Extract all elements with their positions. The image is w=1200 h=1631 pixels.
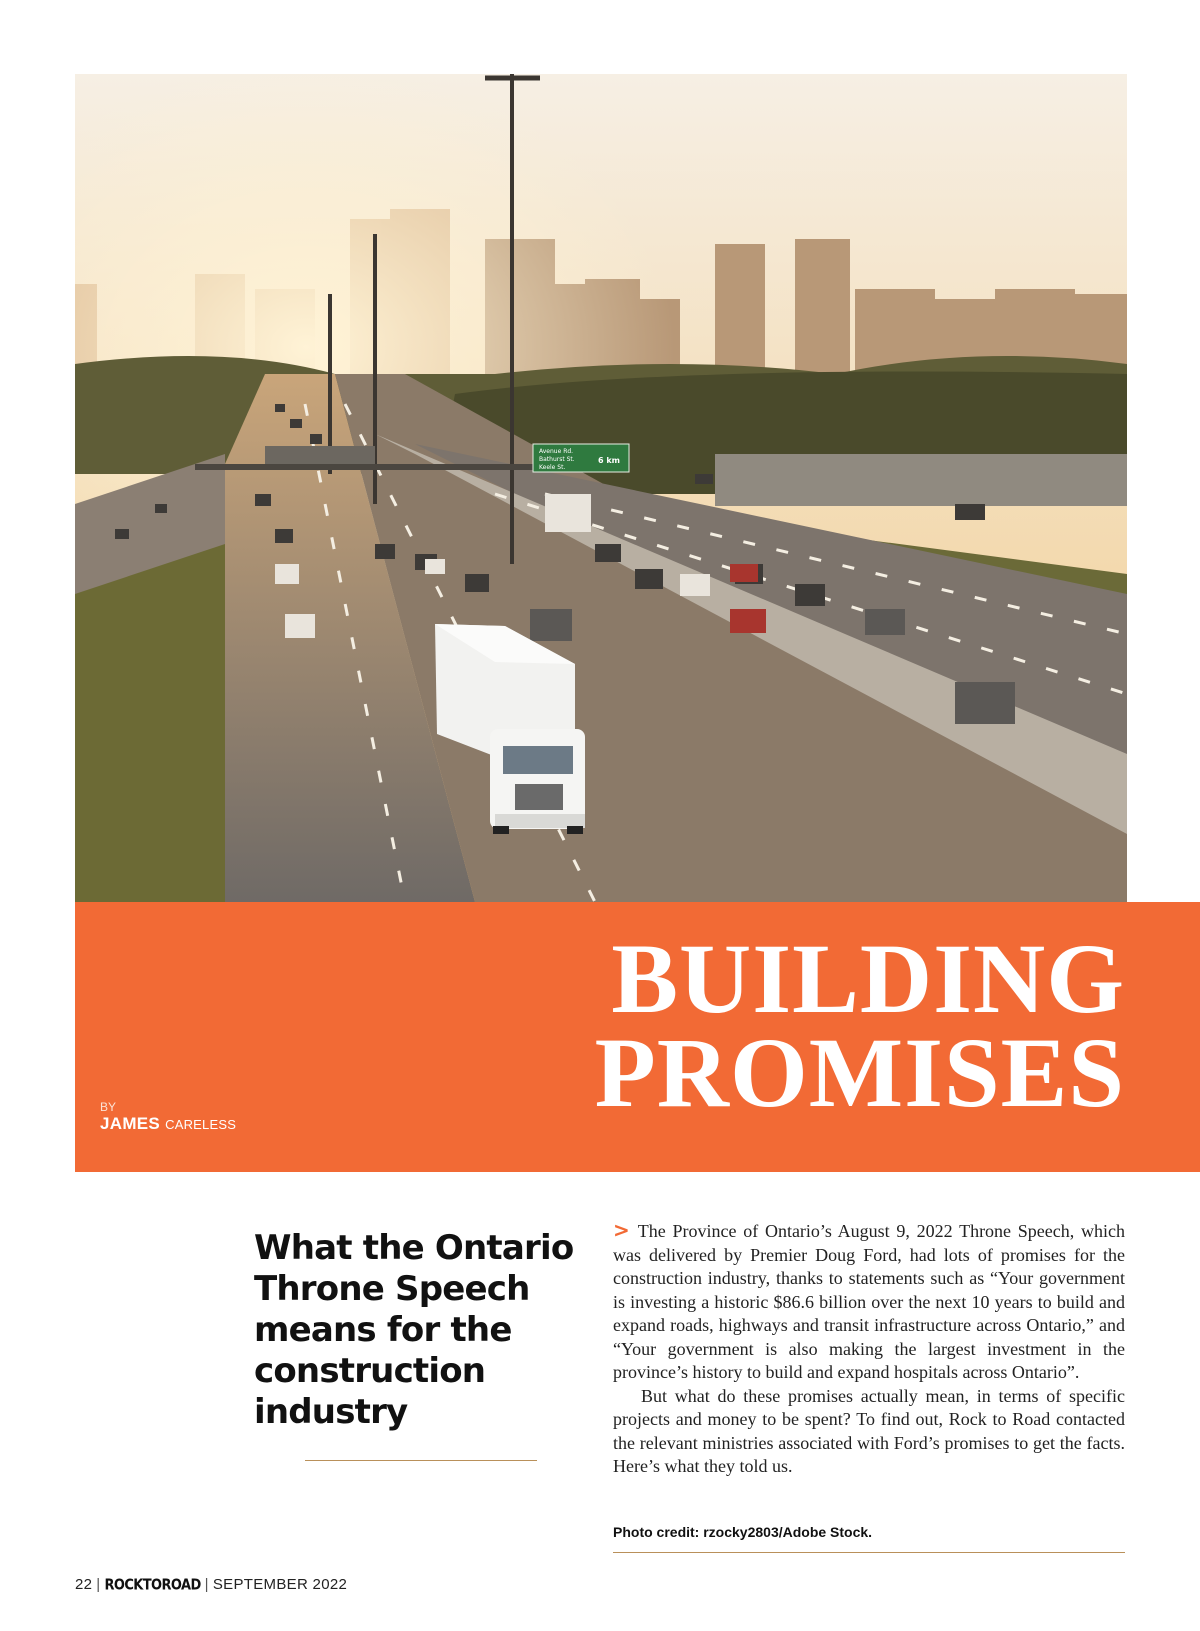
article-body [613,1219,1125,1479]
footer-separator: | [204,1576,209,1593]
sign-line-2: Bathurst St. [539,456,575,463]
page-number: 22 [75,1576,93,1593]
byline-first-name: JAMES [100,1114,161,1133]
issue-date: SEPTEMBER 2022 [212,1576,348,1593]
chevron-right-icon: > [613,1218,630,1242]
body-paragraph-2: But what do these promises actually mean, in terms of specific projects and money to be spent? To find out, Rock to Road contacted the relevant ministries associated with Ford’s promises to get the facts. Here’s what they told us. [613,1385,1125,1476]
subhead-divider [305,1460,537,1461]
paragraph-1-text: The Province of Ontario’s August 9, 2022 Throne Speech, which was delivered by Premier Doug Ford, had lots of promises for the construction industry, thanks to statements such as “Your government is investing a historic $86.6 billion over the next 10 years to build and expand roads, highways and transit infrastructure across Ontario,” and “Your government is also making the largest investment in the province’s history to build and expand hospitals across Ontario”. [613,1221,1125,1382]
photo-credit: Photo credit: rzocky2803/Adobe Stock. [613,1524,873,1540]
highway-photo [75,74,1127,902]
byline-author [100,1114,236,1134]
subhead: What the Ontario Throne Speech means for the construction industry [254,1228,574,1432]
headline [594,923,1125,1128]
sign-line-1: Avenue Rd. [539,448,574,455]
headline-line-2: PROMISES [594,1017,1125,1128]
sign-line-3: Keele St. [539,464,566,471]
page-footer [75,1576,347,1593]
body-paragraph-1 [613,1219,1125,1385]
sign-distance: 6 km [598,456,621,465]
title-banner [75,902,1200,1172]
headline-line-1: BUILDING [611,923,1125,1034]
byline-by: BY [100,1100,117,1114]
credit-divider [613,1552,1125,1553]
magazine-logo: ROCKTOROAD [104,1576,201,1595]
footer-separator: | [96,1576,101,1593]
byline-last-name: CARELESS [165,1117,237,1132]
